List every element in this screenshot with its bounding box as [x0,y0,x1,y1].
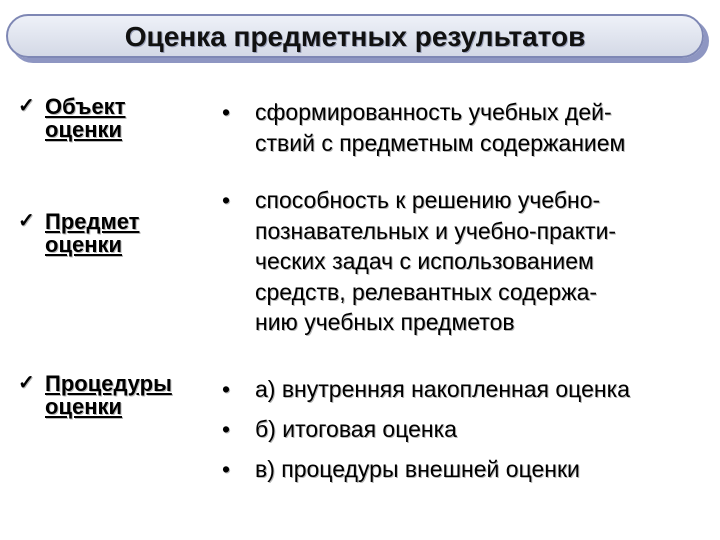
label-subject-line1: Предмет [45,209,140,234]
bullet-procedures-c [222,454,707,485]
bullet-icon: • [222,99,231,125]
bullet-icon: • [222,376,231,402]
bullet-procedures-a [222,374,707,405]
bullet-procedures-a-text: а) внутренняя накопленная оценка [255,376,630,402]
bullet-subject [222,185,707,338]
bullet-icon: • [222,187,231,213]
label-object-line2: оценки [45,117,123,142]
label-procedures-line1: Процедуры [45,371,172,396]
bullet-icon: • [222,416,231,442]
bullet-procedures-b [222,414,707,445]
checkmark-icon: ✓ [18,210,35,232]
label-subject [18,209,140,257]
bullet-object [222,97,707,158]
bullet-object-text: сформированность учебных дей- ствий с предметным содержанием [255,99,626,156]
title-box [6,14,704,58]
label-object-line1: Объект [45,94,126,119]
label-procedures [18,371,172,419]
bullet-subject-text: способность к решению учебно- познавательных и учебно-практи- ческих задач с использованием средств, релевантных содержа- нию учебных предметов [255,187,617,335]
page-title: Оценка предметных результатов [124,21,586,52]
bullet-procedures-b-text: б) итоговая оценка [255,416,457,442]
bullet-procedures-c-text: в) процедуры внешней оценки [255,456,580,482]
label-procedures-line2: оценки [45,394,123,419]
label-subject-line2: оценки [45,232,123,257]
checkmark-icon: ✓ [18,372,35,394]
bullet-icon: • [222,456,231,482]
checkmark-icon: ✓ [18,95,35,117]
label-object [18,94,126,142]
